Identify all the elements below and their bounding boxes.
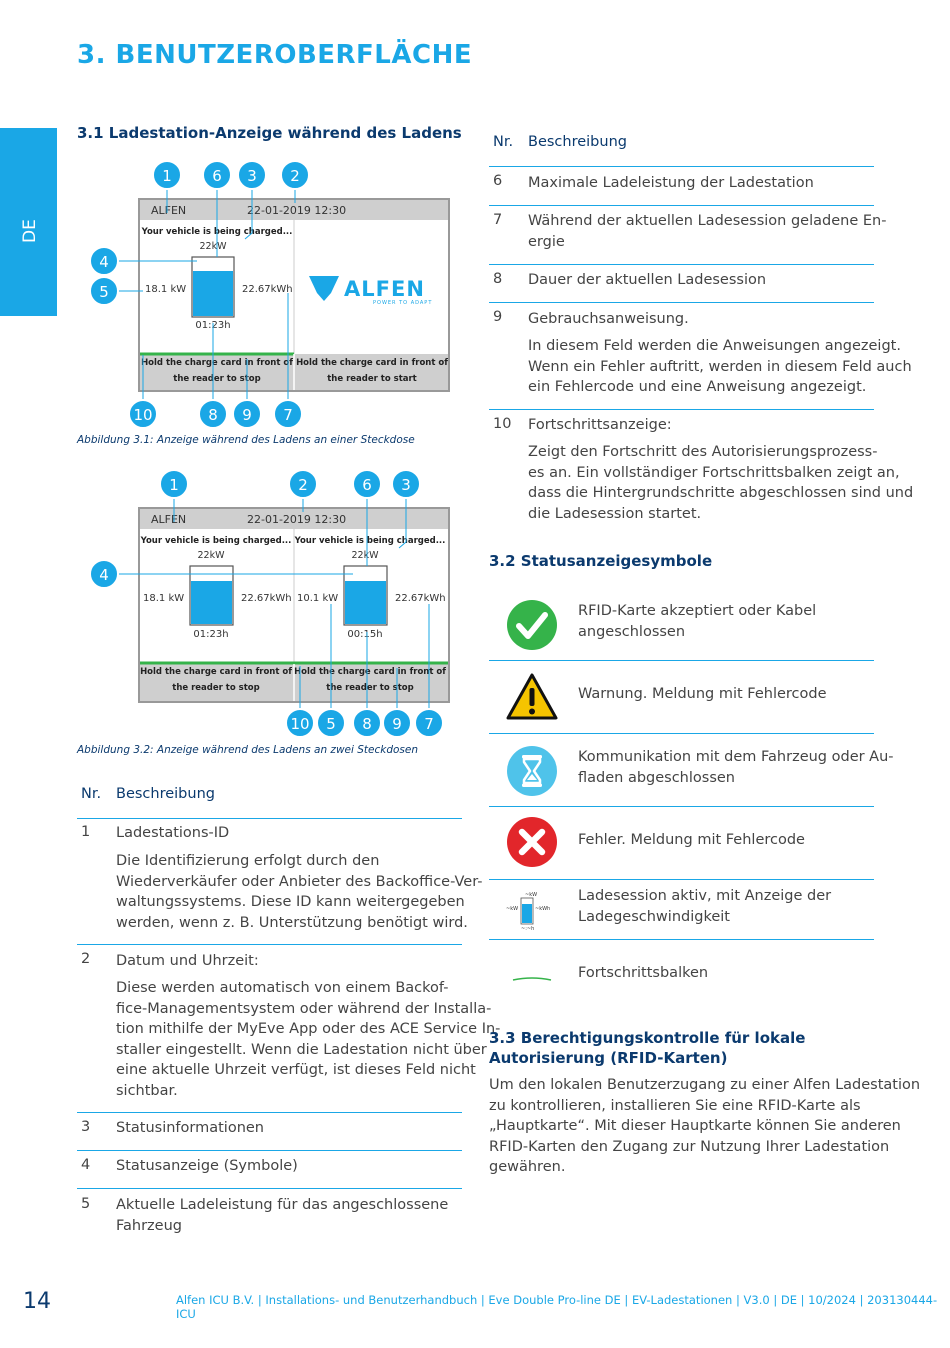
- station-id: ALFEN: [151, 513, 187, 526]
- language-tab: [0, 128, 57, 316]
- table-row-nr: 7: [493, 212, 503, 228]
- left-instruction-2: the reader to stop: [172, 683, 260, 693]
- figure-3-1-caption: Abbildung 3.1: Anzeige während des Ladens an einer Steckdose: [77, 434, 415, 446]
- check-icon: [505, 598, 559, 652]
- callout-5: 5: [326, 715, 336, 733]
- right-charge-bar-fill: [345, 581, 386, 624]
- table-right-header-desc: Beschreibung: [528, 134, 627, 150]
- figure-3-2-caption: Abbildung 3.2: Anzeige während des Ladens an zwei Steckdosen: [77, 744, 419, 756]
- callout-8: 8: [362, 715, 372, 733]
- right-max-power: 22kW: [351, 550, 379, 561]
- callout-4: 4: [99, 566, 109, 584]
- progress-bar-icon: [505, 974, 559, 982]
- callout-6: 6: [362, 476, 372, 494]
- right-status-text: Your vehicle is being charged...: [294, 536, 446, 546]
- right-instruction-1: Hold the charge card in front of: [294, 667, 446, 677]
- figure-two-sockets: [85, 464, 465, 744]
- table-row-nr: 2: [81, 951, 91, 967]
- table-row-body: Während der aktuellen Ladesession geladene En- ergie: [528, 213, 887, 250]
- status-item-text: RFID-Karte akzeptiert oder Kabel angeschlossen: [578, 603, 817, 640]
- footer-text: Alfen ICU B.V. | Installations- und Benutzerhandbuch | Eve Double Pro-line DE | EV-Ladestationen | V3.0 | DE | 10/2024 | 203130444-ICU: [176, 1293, 938, 1321]
- alfen-logo-text: ALFEN: [344, 277, 425, 301]
- callout-6: 6: [212, 167, 222, 185]
- left-energy: 22.67kWh: [241, 593, 292, 604]
- section-3-2-heading: 3.2 Statusanzeigesymbole: [489, 552, 713, 570]
- table-row-body: Diese werden automatisch von einem Backof- fice-Managementsystem oder während der Installa- tion mithilfe der MyEve App oder des ACE Service In- staller eingestellt. Wenn die Ladestation nicht über eine aktuelle Uhrzeit verfügt, ist dieses Feld nicht sichtbar.: [116, 980, 501, 1099]
- instruction-right-1: Hold the charge card in front of: [296, 358, 448, 368]
- callout-3: 3: [401, 476, 411, 494]
- right-energy: 22.67kWh: [395, 593, 446, 604]
- table-row-title: Datum und Uhrzeit:: [116, 953, 259, 969]
- table-row-body: In diesem Feld werden die Anweisungen angezeigt. Wenn ein Fehler auftritt, werden in diesem Feld auch ein Fehlercode und eine Anweisung angezeigt.: [528, 338, 912, 395]
- table-row-title: Statusinformationen: [116, 1120, 265, 1136]
- left-duration: 01:23h: [193, 629, 229, 640]
- status-item-text: Warnung. Meldung mit Fehlercode: [578, 686, 827, 702]
- callout-4: 4: [99, 253, 109, 271]
- table-row-title: Gebrauchsanweisung.: [528, 311, 689, 327]
- table-row-title: Dauer der aktuellen Ladesession: [528, 272, 767, 288]
- figure-single-socket: [85, 155, 465, 435]
- table-row-nr: 3: [81, 1119, 91, 1135]
- callout-2: 2: [290, 167, 300, 185]
- left-instruction-1: Hold the charge card in front of: [140, 667, 292, 677]
- status-text: Your vehicle is being charged...: [141, 227, 293, 237]
- station-id: ALFEN: [151, 204, 187, 217]
- alfen-logo-tagline: POWER TO ADAPT: [373, 300, 433, 306]
- table-left-header-nr: Nr.: [81, 786, 102, 802]
- status-item-text: Fortschrittsbalken: [578, 965, 709, 981]
- table-row-title: Statusanzeige (Symbole): [116, 1158, 298, 1174]
- datetime: 22-01-2019 12:30: [247, 513, 347, 526]
- callout-5: 5: [99, 283, 109, 301]
- section-3-1-heading: 3.1 Ladestation-Anzeige während des Ladens: [77, 124, 462, 142]
- page-title: 3. BENUTZEROBERFLÄCHE: [77, 40, 473, 70]
- language-tab-label: DE: [20, 219, 40, 243]
- table-row-nr: 5: [81, 1196, 91, 1212]
- right-current-power: 10.1 kW: [297, 593, 339, 604]
- callout-1: 1: [169, 476, 179, 494]
- section-3-3-heading: 3.3 Berechtigungskontrolle für lokale Autorisierung (RFID-Karten): [489, 1029, 806, 1067]
- table-row-title: Fortschrittsanzeige:: [528, 417, 672, 433]
- table-row-nr: 1: [81, 824, 91, 840]
- table-row-nr: 8: [493, 271, 503, 287]
- callout-2: 2: [298, 476, 308, 494]
- callout-3: 3: [247, 167, 257, 185]
- mini-icon-left-label: ~kW: [506, 906, 519, 912]
- table-row-nr: 9: [493, 309, 503, 325]
- hourglass-icon: [505, 744, 559, 798]
- datetime: 22-01-2019 12:30: [247, 204, 347, 217]
- mini-icon-bottom-label: ~:~h: [521, 926, 535, 932]
- instruction-right-2: the reader to start: [327, 374, 417, 384]
- callout-7: 7: [424, 715, 434, 733]
- left-max-power: 22kW: [197, 550, 225, 561]
- table-row-body: Die Identifizierung erfolgt durch den Wiederverkäufer oder Anbieter des Backoffice-Ver- waltungssystems. Diese ID kann weitergegeben werden, wenn z. B. Unterstützung benötigt wird.: [116, 853, 483, 931]
- left-charge-bar-fill: [191, 581, 232, 624]
- instruction-left-2: the reader to stop: [173, 374, 261, 384]
- section-3-3-body: Um den lokalen Benutzerzugang zu einer Alfen Ladestation zu kontrollieren, installieren Sie eine RFID-Karte als „Hauptkarte“. Mit dieser Hauptkarte können Sie anderen RFID-Karten den Zugang zur Nutzung Ihrer Ladestation gewähren.: [489, 1077, 921, 1175]
- callout-9: 9: [242, 406, 252, 424]
- callout-10: 10: [133, 406, 153, 424]
- callout-9: 9: [392, 715, 402, 733]
- left-status-text: Your vehicle is being charged...: [140, 536, 292, 546]
- table-right-header-nr: Nr.: [493, 134, 514, 150]
- duration: 01:23h: [195, 320, 231, 331]
- instruction-left-1: Hold the charge card in front of: [141, 358, 293, 368]
- table-row-body: Zeigt den Fortschritt des Autorisierungsprozess- es an. Ein vollständiger Fortschrittsbalken zeigt an, dass die Hintergrundschritte abgeschlossen sind und die Ladesession startet.: [528, 444, 914, 522]
- mini-icon-top-label: ~kW: [525, 892, 538, 898]
- table-row-title: Maximale Ladeleistung der Ladestation: [528, 175, 814, 191]
- charge-bar-fill: [193, 271, 233, 316]
- mini-icon-right-label: ~kWh: [535, 906, 551, 912]
- max-power: 22kW: [199, 241, 227, 252]
- current-power: 18.1 kW: [145, 284, 187, 295]
- table-row-title: Ladestations-ID: [116, 825, 230, 841]
- callout-1: 1: [162, 167, 172, 185]
- charging-session-icon: [505, 888, 559, 932]
- callout-8: 8: [208, 406, 218, 424]
- error-icon: [505, 815, 559, 869]
- right-instruction-2: the reader to stop: [326, 683, 414, 693]
- energy: 22.67kWh: [242, 284, 293, 295]
- callout-10: 10: [290, 715, 310, 733]
- status-item-text: Ladesession aktiv, mit Anzeige der Ladegeschwindigkeit: [578, 888, 832, 925]
- table-row-nr: 6: [493, 173, 503, 189]
- warning-icon: [505, 672, 559, 722]
- table-row-nr: 10: [493, 416, 512, 432]
- right-duration: 00:15h: [347, 629, 383, 640]
- callout-7: 7: [283, 406, 293, 424]
- table-row-body: Aktuelle Ladeleistung für das angeschlossene Fahrzeug: [116, 1197, 449, 1234]
- left-current-power: 18.1 kW: [143, 593, 185, 604]
- table-row-nr: 4: [81, 1157, 91, 1173]
- status-item-text: Kommunikation mit dem Fahrzeug oder Au- fladen abgeschlossen: [578, 749, 894, 786]
- table-left-header-desc: Beschreibung: [116, 786, 215, 802]
- page-number: 14: [23, 1289, 51, 1314]
- status-item-text: Fehler. Meldung mit Fehlercode: [578, 832, 805, 848]
